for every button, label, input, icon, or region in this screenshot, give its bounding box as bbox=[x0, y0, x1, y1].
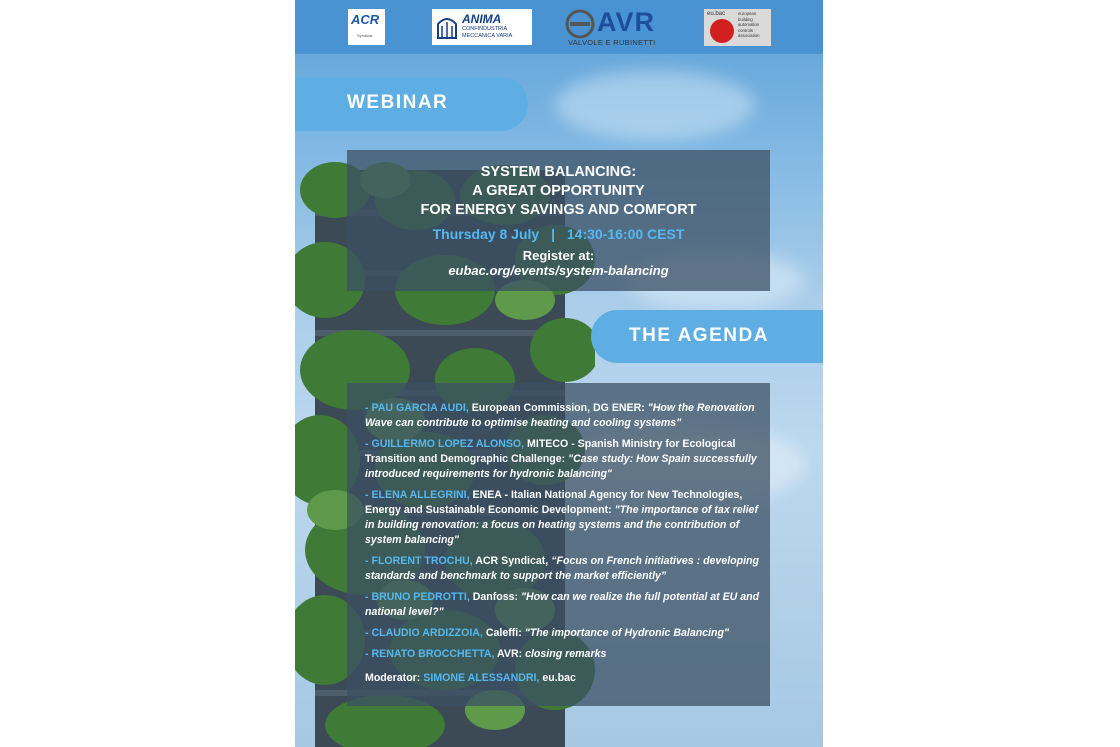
eubac-red-dot-icon bbox=[710, 19, 734, 43]
acr-logo: ACR Syndicat bbox=[348, 9, 385, 45]
event-datetime: Thursday 8 July | 14:30-16:00 CEST bbox=[432, 226, 685, 242]
event-title: SYSTEM BALANCING: A GREAT OPPORTUNITY FOR ENERGY SAVINGS AND COMFORT bbox=[420, 164, 697, 218]
moderator-line: Moderator: SIMONE ALESSANDRI, eu.bac bbox=[365, 672, 576, 684]
cloud bbox=[555, 70, 755, 140]
agenda-label: THE AGENDA bbox=[591, 310, 823, 363]
agenda-item: - ELENA ALLEGRINI, ENEA - Italian National Agency for New Technologies, Energy and Sustainable Economic Development: "The importance of tax relief in building renovation: a focus on heating systems and the contribution of system balancing" bbox=[365, 489, 758, 546]
partner-logo-bar bbox=[295, 0, 823, 54]
agenda-item: - FLORENT TROCHU, ACR Syndicat, “Focus on French initiatives : developing standards and benchmark to support the market efficiently” bbox=[365, 555, 759, 582]
agenda-item: - CLAUDIO ARDIZZOIA, Caleffi: "The importance of Hydronic Balancing" bbox=[365, 627, 729, 639]
agenda-box bbox=[347, 383, 770, 706]
agenda-item: - GUILLERMO LOPEZ ALONSO, MITECO - Spanish Ministry for Ecological Transition and Demographic Challenge: "Case study: How Spain successfully introduced requirements for hydronic balancing" bbox=[365, 438, 757, 480]
register-label: Register at: bbox=[522, 248, 595, 263]
agenda-item: - PAU GARCIA AUDI, European Commission, DG ENER: "How the Renovation Wave can contribute to optimise heating and cooling systems" bbox=[365, 402, 755, 429]
anima-emblem-icon bbox=[436, 14, 458, 40]
agenda-list bbox=[365, 401, 760, 686]
register-link[interactable]: eubac.org/events/system-balancing bbox=[448, 263, 669, 278]
anima-logo: ANIMA CONFINDUSTRIA MECCANICA VARIA bbox=[432, 9, 532, 45]
agenda-item: - RENATO BROCCHETTA, AVR: closing remarks bbox=[365, 648, 607, 660]
event-time: 14:30-16:00 CEST bbox=[566, 226, 685, 242]
webinar-label: WEBINAR bbox=[295, 77, 528, 131]
eubac-logo: eu.bac european building automation controls association bbox=[704, 9, 771, 46]
agenda-item: - BRUNO PEDROTTI, Danfoss: "How can we realize the full potential at EU and national level?" bbox=[365, 591, 760, 618]
avr-logo: AVR VALVOLE E RUBINETTI bbox=[565, 9, 663, 47]
avr-valve-icon bbox=[565, 9, 595, 39]
event-title-box bbox=[347, 150, 770, 291]
webinar-poster bbox=[295, 0, 823, 747]
event-date: Thursday 8 July bbox=[432, 226, 540, 242]
